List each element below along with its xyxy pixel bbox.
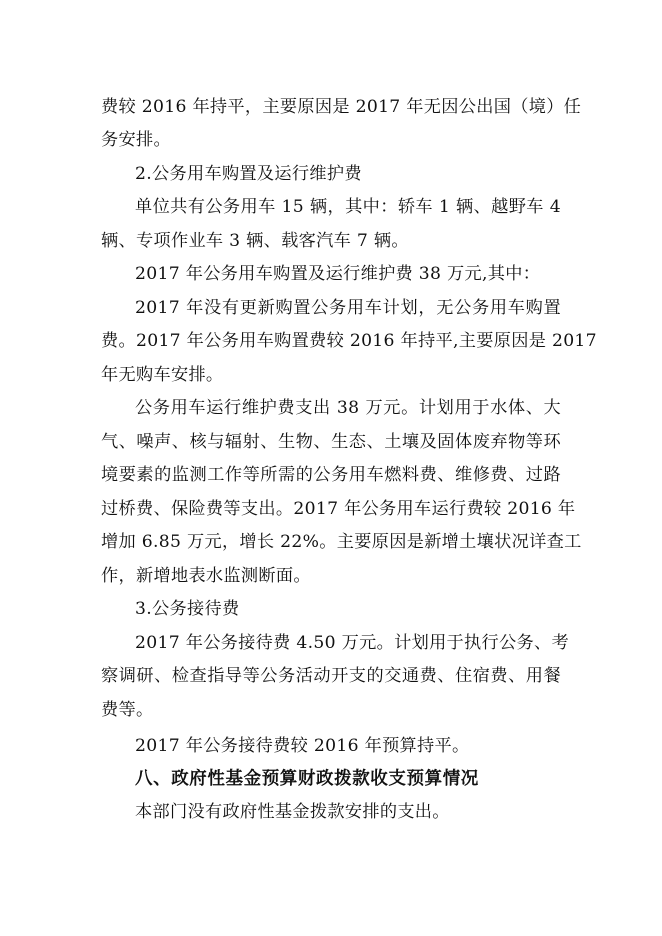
paragraph-line: 气、噪声、核与辐射、生物、生态、土壤及固体废弃物等环 (101, 432, 561, 452)
paragraph-line: 费。2017 年公务用车购置费较 2016 年持平,主要原因是 2017 (101, 331, 597, 351)
paragraph-line: 2017 年公务接待费 4.50 万元。计划用于执行公务、考 (135, 633, 569, 653)
paragraph-line: 作，新增地表水监测断面。 (101, 566, 311, 586)
paragraph-line: 境要素的监测工作等所需的公务用车燃料费、维修费、过路 (101, 465, 561, 485)
section-subheading: 3.公务接待费 (135, 599, 240, 619)
paragraph-line: 增加 6.85 万元，增长 22%。主要原因是新增土壤状况详查工 (101, 532, 582, 552)
section-heading: 八、政府性基金预算财政拨款收支预算情况 (135, 769, 479, 789)
paragraph-line: 公务用车运行维护费支出 38 万元。计划用于水体、大 (135, 398, 561, 418)
paragraph-line: 本部门没有政府性基金拨款安排的支出。 (135, 802, 450, 822)
paragraph-line: 察调研、检查指导等公务活动开支的交通费、住宿费、用餐 (101, 666, 561, 686)
paragraph-line: 2017 年公务用车购置及运行维护费 38 万元,其中： (135, 264, 541, 284)
paragraph-line: 务安排。 (101, 130, 171, 150)
paragraph-line: 费等。 (101, 700, 154, 720)
paragraph-line: 辆、专项作业车 3 辆、载客汽车 7 辆。 (101, 231, 409, 251)
paragraph-line: 费较 2016 年持平，主要原因是 2017 年无因公出国（境）任 (101, 97, 582, 117)
paragraph-line: 2017 年公务接待费较 2016 年预算持平。 (135, 736, 470, 756)
paragraph-line: 单位共有公务用车 15 辆，其中：轿车 1 辆、越野车 4 (135, 197, 561, 217)
paragraph-line: 过桥费、保险费等支出。2017 年公务用车运行费较 2016 年 (101, 499, 576, 519)
paragraph-line: 年无购车安排。 (101, 365, 224, 385)
paragraph-line: 2017 年没有更新购置公务用车计划，无公务用车购置 (135, 298, 561, 318)
section-subheading: 2.公务用车购置及运行维护费 (135, 164, 362, 184)
